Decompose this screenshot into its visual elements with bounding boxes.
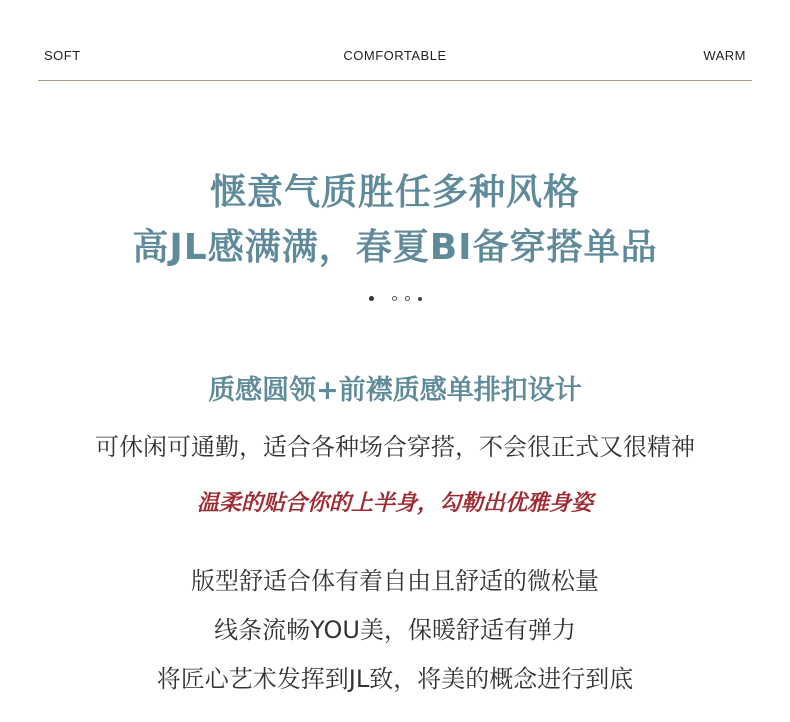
decorative-dots (0, 296, 790, 306)
paragraph-line-2: 线条流畅YOU美，保暖舒适有弹力 (214, 616, 576, 644)
keyword-soft: SOFT (44, 48, 81, 63)
paragraph-line-1: 版型舒适合体有着自由且舒适的微松量 (191, 567, 599, 595)
keyword-bar (38, 46, 752, 66)
keyword-comfortable: COMFORTABLE (343, 48, 447, 63)
dot-small (418, 297, 422, 301)
headline-line-1: 惬意气质胜任多种风格 (209, 172, 580, 213)
paragraph-line-3: 将匠心艺术发挥到JL致，将美的概念进行到底 (156, 665, 634, 693)
dot-filled (369, 296, 374, 301)
feature-title: 质感圆领+前襟质感单排扣设计 (208, 375, 582, 406)
dot-hollow (405, 296, 410, 301)
keyword-warm: WARM (703, 48, 746, 63)
headline-line-2: 高JL感满满，春夏BI备穿搭单品 (132, 227, 658, 268)
feature-description: 可休闲可通勤，适合各种场合穿搭，不会很正式又很精神 (95, 433, 695, 461)
feature-highlight: 温柔的贴合你的上半身，勾勒出优雅身姿 (196, 491, 593, 516)
divider-line (38, 80, 752, 81)
dot-hollow (392, 296, 397, 301)
